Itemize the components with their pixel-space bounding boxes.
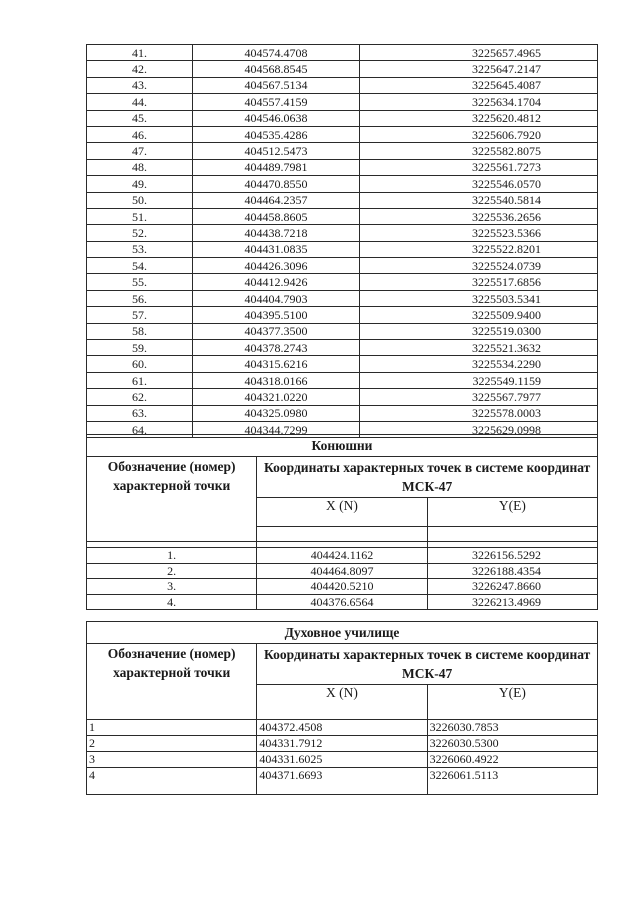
y-coordinate-cell: 3225561.7273 [360,159,598,175]
y-coordinate-cell: 3225567.7977 [360,389,598,405]
table-row [87,405,598,421]
point-number-cell: 52. [87,225,193,241]
y-coordinate-cell: 3226188.4354 [427,563,597,579]
y-coordinate-cell: 3225634.1704 [360,94,598,110]
y-coordinate-cell: 3225522.8201 [360,241,598,257]
table-row [87,77,598,93]
table-row [87,356,598,372]
x-coordinate-cell: 404331.7912 [257,736,427,752]
point-number-cell: 45. [87,110,193,126]
x-coordinate-cell: 404321.0220 [193,389,360,405]
y-coordinate-cell: 3225582.8075 [360,143,598,159]
y-coordinate-cell: 3225509.9400 [360,307,598,323]
y-column-header: Y(E) [427,685,597,720]
table-row [87,290,598,306]
stables-coordinates-table [86,434,598,610]
table-row [87,307,598,323]
point-number-cell: 54. [87,258,193,274]
y-coordinate-cell: 3225517.6856 [360,274,598,290]
table-row [87,241,598,257]
table-row [87,736,598,752]
x-coordinate-cell: 404371.6693 [257,768,427,795]
point-number-cell: 56. [87,290,193,306]
seminary-table-title: Духовное училище [87,622,598,644]
x-coordinate-cell: 404395.5100 [193,307,360,323]
y-coordinate-cell: 3225534.2290 [360,356,598,372]
x-coordinate-cell: 404470.8550 [193,176,360,192]
point-number-cell: 2 [87,736,257,752]
table-row [87,768,598,795]
table-row [87,340,598,356]
y-coordinate-cell: 3225657.4965 [360,45,598,61]
x-coordinate-cell: 404557.4159 [193,94,360,110]
coordinate-system-header: Координаты характерных точек в системе координат МСК-47 [257,457,598,498]
table-row [87,372,598,388]
y-coordinate-cell: 3225540.5814 [360,192,598,208]
y-coordinate-cell: 3225645.4087 [360,77,598,93]
x-coordinate-cell: 404372.4508 [257,720,427,736]
x-coordinate-cell: 404412.9426 [193,274,360,290]
coordinates-table-continued [86,44,598,438]
x-coordinate-cell: 404431.0835 [193,241,360,257]
table-row [87,274,598,290]
table-row [87,752,598,768]
table-row [87,579,598,595]
table-row [87,126,598,142]
point-number-cell: 48. [87,159,193,175]
y-coordinate-cell: 3225606.7920 [360,126,598,142]
table-row [87,45,598,61]
coordinates-table-body [87,45,598,438]
point-label-header: Обозначение (номер) характерной точки [87,644,257,720]
y-column-header: Y(E) [427,498,597,527]
table-row [87,61,598,77]
y-coordinate-cell: 3225549.1159 [360,372,598,388]
point-number-cell: 4. [87,594,257,610]
y-coordinate-cell: 3225523.5366 [360,225,598,241]
x-coordinate-cell: 404458.8605 [193,208,360,224]
table-row [87,389,598,405]
table-row [87,143,598,159]
point-number-cell: 2. [87,563,257,579]
point-number-cell: 44. [87,94,193,110]
table-row [87,258,598,274]
point-label-header: Обозначение (номер) характерной точки [87,457,257,542]
y-coordinate-cell: 3225578.0003 [360,405,598,421]
y-coordinate-cell: 3226060.4922 [427,752,597,768]
x-coordinate-cell: 404568.8545 [193,61,360,77]
table-row [87,208,598,224]
x-coordinate-cell: 404438.7218 [193,225,360,241]
x-coordinate-cell: 404404.7903 [193,290,360,306]
x-coordinate-cell: 404464.2357 [193,192,360,208]
x-coordinate-cell: 404420.5210 [257,579,427,595]
y-coordinate-cell: 3225546.0570 [360,176,598,192]
y-coordinate-cell: 3225620.4812 [360,110,598,126]
point-number-cell: 42. [87,61,193,77]
x-coordinate-cell: 404376.6564 [257,594,427,610]
point-number-cell: 59. [87,340,193,356]
point-number-cell: 62. [87,389,193,405]
point-number-cell: 50. [87,192,193,208]
empty-cell [257,527,427,542]
x-column-header: X (N) [257,498,427,527]
table-row [87,594,598,610]
x-coordinate-cell: 404315.6216 [193,356,360,372]
stables-table-body [87,548,598,610]
point-number-cell: 1 [87,720,257,736]
y-coordinate-cell: 3225519.0300 [360,323,598,339]
table-row [87,720,598,736]
y-coordinate-cell: 3225503.5341 [360,290,598,306]
y-coordinate-cell: 3226030.5300 [427,736,597,752]
x-coordinate-cell: 404424.1162 [257,548,427,564]
empty-cell [427,527,597,542]
x-coordinate-cell: 404567.5134 [193,77,360,93]
point-number-cell: 53. [87,241,193,257]
point-number-cell: 64. [87,421,193,437]
coordinate-system-header: Координаты характерных точек в системе координат МСК-47 [257,644,598,685]
point-number-cell: 43. [87,77,193,93]
y-coordinate-cell: 3226061.5113 [427,768,597,795]
table-row [87,225,598,241]
point-number-cell: 57. [87,307,193,323]
x-coordinate-cell: 404378.2743 [193,340,360,356]
x-coordinate-cell: 404512.5473 [193,143,360,159]
x-coordinate-cell: 404318.0166 [193,372,360,388]
x-coordinate-cell: 404377.3500 [193,323,360,339]
point-number-cell: 63. [87,405,193,421]
point-number-cell: 4 [87,768,257,795]
table-row [87,192,598,208]
y-coordinate-cell: 3225536.2656 [360,208,598,224]
seminary-table-body [87,720,598,795]
y-coordinate-cell: 3226247.8660 [427,579,597,595]
x-coordinate-cell: 404344.7299 [193,421,360,437]
x-coordinate-cell: 404464.8097 [257,563,427,579]
x-column-header: X (N) [257,685,427,720]
point-number-cell: 47. [87,143,193,159]
point-number-cell: 55. [87,274,193,290]
x-coordinate-cell: 404546.0638 [193,110,360,126]
point-number-cell: 61. [87,372,193,388]
point-number-cell: 41. [87,45,193,61]
y-coordinate-cell: 3225521.3632 [360,340,598,356]
x-coordinate-cell: 404574.4708 [193,45,360,61]
y-coordinate-cell: 3226030.7853 [427,720,597,736]
x-coordinate-cell: 404331.6025 [257,752,427,768]
point-number-cell: 3. [87,579,257,595]
x-coordinate-cell: 404535.4286 [193,126,360,142]
stables-table-title: Конюшни [87,435,598,457]
y-coordinate-cell: 3226213.4969 [427,594,597,610]
x-coordinate-cell: 404426.3096 [193,258,360,274]
point-number-cell: 3 [87,752,257,768]
table-row [87,159,598,175]
point-number-cell: 46. [87,126,193,142]
point-number-cell: 58. [87,323,193,339]
table-row [87,94,598,110]
seminary-coordinates-table [86,621,598,795]
point-number-cell: 60. [87,356,193,372]
table-row [87,110,598,126]
y-coordinate-cell: 3225629.0998 [360,421,598,437]
x-coordinate-cell: 404489.7981 [193,159,360,175]
y-coordinate-cell: 3225647.2147 [360,61,598,77]
y-coordinate-cell: 3226156.5292 [427,548,597,564]
point-number-cell: 51. [87,208,193,224]
table-row [87,563,598,579]
table-row [87,176,598,192]
point-number-cell: 49. [87,176,193,192]
y-coordinate-cell: 3225524.0739 [360,258,598,274]
table-row [87,548,598,564]
point-number-cell: 1. [87,548,257,564]
table-row [87,323,598,339]
x-coordinate-cell: 404325.0980 [193,405,360,421]
